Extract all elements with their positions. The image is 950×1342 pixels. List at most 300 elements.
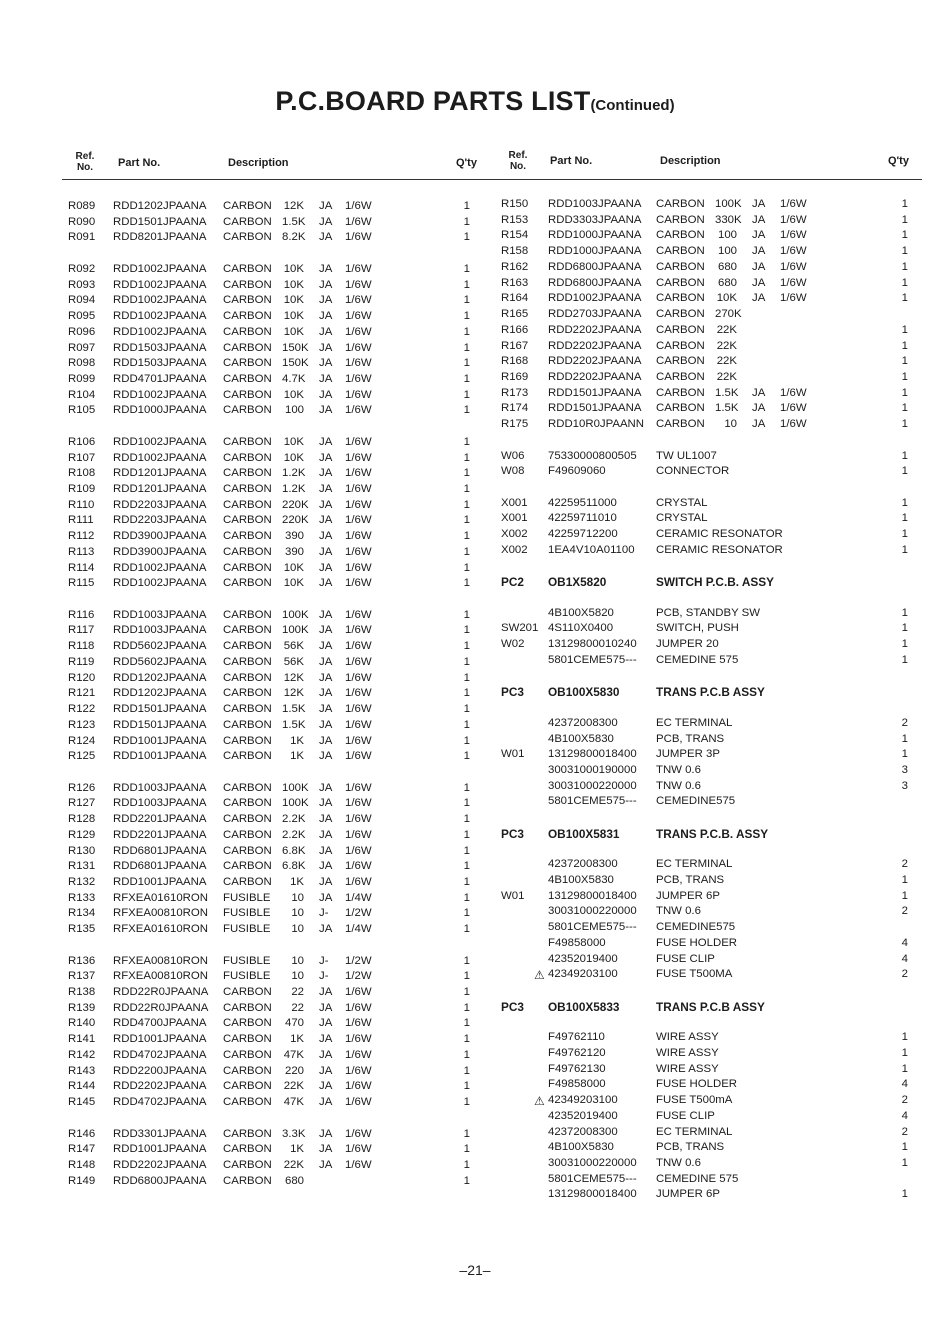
- description: CARBON: [656, 308, 705, 320]
- right-header-ref: [501, 150, 535, 172]
- quantity: 1: [901, 229, 908, 242]
- tolerance: JA: [319, 278, 333, 291]
- tolerance: JA: [319, 1064, 333, 1077]
- part-no: 42372008300: [548, 716, 618, 729]
- tolerance: JA: [319, 451, 333, 464]
- description: CARBON: [656, 260, 705, 273]
- ref-no: R120: [68, 671, 96, 684]
- wattage: 1/6W: [780, 292, 807, 305]
- value: 100: [717, 245, 737, 258]
- part-no: RDD8201JPAANA: [113, 231, 207, 244]
- description: CARBON: [656, 276, 705, 289]
- tolerance: JA: [319, 1096, 333, 1108]
- quantity: 1: [463, 781, 470, 794]
- wattage: 1/6W: [345, 718, 372, 731]
- part-no: F49762120: [548, 1046, 606, 1059]
- description: CARBON: [656, 229, 705, 242]
- description: TW UL1007: [656, 449, 717, 462]
- ref-no: R093: [68, 278, 96, 291]
- description: CARBON: [223, 372, 272, 385]
- quantity: 1: [463, 750, 470, 763]
- ref-no: R146: [68, 1127, 96, 1140]
- part-no: 5801CEME575---: [548, 1172, 637, 1185]
- description: CARBON: [656, 245, 705, 258]
- wattage: 1/6W: [345, 750, 372, 763]
- wattage: 1/6W: [780, 198, 807, 210]
- value: 1K: [290, 1143, 304, 1156]
- description: CARBON: [223, 844, 272, 857]
- part-no: 42352019400: [548, 1109, 618, 1122]
- tolerance: J-: [319, 970, 329, 983]
- description: JUMPER 3P: [656, 748, 720, 761]
- wattage: 1/6W: [780, 276, 807, 289]
- quantity: 1: [901, 1062, 908, 1075]
- tolerance: JA: [319, 483, 333, 495]
- description: CARBON: [223, 986, 272, 998]
- value: 10K: [283, 435, 304, 448]
- wattage: 1/6W: [345, 357, 372, 370]
- wattage: 1/6W: [345, 797, 372, 810]
- value: 390: [284, 530, 304, 543]
- description: TNW 0.6: [656, 905, 701, 918]
- part-no: 5801CEME575---: [548, 921, 637, 934]
- part-no: RDD5602JPAANA: [113, 640, 207, 653]
- value: 10K: [283, 451, 304, 464]
- ref-no: R115: [68, 577, 95, 590]
- description: CARBON: [223, 215, 272, 228]
- part-no: RDD1201JPAANA: [113, 467, 207, 480]
- wattage: 1/6W: [345, 703, 372, 715]
- part-no: RDD1002JPAANA: [113, 577, 207, 590]
- value: 22K: [716, 323, 737, 336]
- value: 1.5K: [715, 386, 739, 399]
- ref-no: R091: [68, 231, 96, 244]
- description: FUSIBLE: [223, 923, 271, 936]
- quantity: 1: [463, 325, 470, 338]
- quantity: 1: [901, 606, 908, 619]
- description: CARBON: [223, 1174, 272, 1187]
- quantity: 1: [463, 907, 470, 920]
- wattage: 1/6W: [345, 1017, 372, 1030]
- wattage: 1/6W: [345, 687, 372, 700]
- left-header-description: Description: [228, 157, 289, 169]
- value: 1.5K: [282, 703, 306, 715]
- ref-no: R150: [501, 198, 529, 210]
- ref-no: R132: [68, 876, 96, 888]
- ref-no: R090: [68, 215, 96, 228]
- value: 100: [284, 404, 304, 417]
- tolerance: JA: [319, 781, 333, 794]
- quantity: 1: [463, 388, 470, 401]
- tolerance: JA: [319, 923, 333, 936]
- description: CARBON: [223, 1001, 272, 1014]
- ref-no: R145: [68, 1096, 96, 1108]
- quantity: 1: [901, 245, 908, 258]
- wattage: 1/6W: [345, 1158, 372, 1171]
- value: 330K: [715, 213, 742, 226]
- ref-no: SW201: [501, 622, 539, 635]
- description: CARBON: [223, 483, 272, 495]
- tolerance: JA: [319, 325, 333, 338]
- wattage: 1/6W: [345, 451, 372, 464]
- part-no: OB100X5833: [548, 999, 620, 1014]
- description: CARBON: [223, 435, 272, 448]
- description: FUSIBLE: [223, 954, 271, 967]
- description: CARBON: [223, 797, 272, 810]
- tolerance: JA: [319, 703, 333, 715]
- description: CARBON: [223, 1033, 272, 1046]
- ref-no: R125: [68, 750, 96, 763]
- part-no: RFXEA00810RON: [113, 907, 208, 920]
- description: CARBON: [223, 608, 272, 621]
- part-no: 13129800018400: [548, 748, 637, 761]
- tolerance: JA: [319, 876, 333, 888]
- part-no: RDD5602JPAANA: [113, 655, 207, 668]
- description: CARBON: [656, 339, 705, 352]
- part-no: RDD1003JPAANA: [113, 624, 207, 637]
- ref-no: R096: [68, 325, 96, 338]
- part-no: 13129800018400: [548, 889, 637, 902]
- ref-no: R130: [68, 844, 96, 857]
- page-number: –21–: [459, 1262, 491, 1278]
- part-no: RDD4700JPAANA: [113, 1017, 207, 1030]
- tolerance: JA: [752, 229, 766, 242]
- quantity: 3: [901, 763, 908, 776]
- wattage: 1/6W: [345, 435, 372, 448]
- tolerance: JA: [319, 750, 333, 763]
- value: 4.7K: [282, 372, 306, 385]
- part-no: 4B100X5820: [548, 606, 614, 619]
- right-header-ref-line1: Ref.: [508, 150, 528, 161]
- part-no: RDD1003JPAANA: [548, 198, 642, 210]
- part-no: RDD1003JPAANA: [113, 608, 207, 621]
- part-no: RDD1002JPAANA: [113, 325, 207, 338]
- part-no: RDD2202JPAANA: [548, 370, 642, 383]
- quantity: 1: [901, 638, 908, 651]
- tolerance: JA: [319, 294, 333, 307]
- description: EC TERMINAL: [656, 716, 733, 729]
- description: CARBON: [656, 292, 705, 305]
- ref-no: R167: [501, 339, 529, 352]
- quantity: 1: [901, 323, 908, 336]
- description: TRANS P.C.B ASSY: [656, 685, 765, 700]
- left-header-ref-line1: Ref.: [75, 151, 95, 162]
- wattage: 1/6W: [345, 844, 372, 857]
- quantity: 1: [463, 435, 470, 448]
- part-no: RDD1501JPAANA: [113, 215, 207, 228]
- wattage: 1/6W: [345, 545, 372, 558]
- wattage: 1/6W: [345, 655, 372, 668]
- wattage: 1/6W: [345, 813, 372, 826]
- quantity: 1: [463, 624, 470, 637]
- ref-no: R136: [68, 954, 96, 967]
- description: TRANS P.C.B ASSY: [656, 999, 765, 1014]
- value: 10K: [283, 262, 304, 275]
- part-no: F49858000: [548, 936, 606, 949]
- description: TNW 0.6: [656, 1156, 701, 1169]
- wattage: 1/6W: [345, 828, 372, 841]
- quantity: 1: [901, 874, 908, 886]
- part-no: RDD22R0JPAANA: [113, 1001, 209, 1014]
- description: CARBON: [223, 388, 272, 401]
- value: 12K: [283, 687, 304, 700]
- part-no: 42259511000: [548, 496, 617, 509]
- description: CARBON: [223, 498, 272, 511]
- description: CARBON: [223, 781, 272, 794]
- quantity: 1: [901, 1031, 908, 1044]
- part-no: RDD2202JPAANA: [113, 1158, 207, 1171]
- tolerance: JA: [752, 292, 766, 305]
- value: 1.5K: [282, 718, 306, 731]
- description: CARBON: [223, 1048, 272, 1061]
- part-no: OB1X5820: [548, 575, 607, 590]
- value: 10: [291, 954, 304, 967]
- wattage: 1/6W: [780, 418, 807, 431]
- part-no: RDD1201JPAANA: [113, 483, 207, 495]
- description: CARBON: [223, 467, 272, 480]
- part-no: RDD1002JPAANA: [113, 310, 207, 322]
- quantity: 1: [901, 386, 908, 399]
- wattage: 1/6W: [345, 1064, 372, 1077]
- ref-no: R112: [68, 530, 95, 543]
- part-no: RDD22R0JPAANA: [113, 986, 209, 998]
- wattage: 1/6W: [780, 229, 807, 242]
- tolerance: JA: [752, 418, 766, 431]
- quantity: 1: [463, 891, 470, 904]
- tolerance: JA: [319, 891, 333, 904]
- ref-no: R175: [501, 418, 529, 431]
- description: CARBON: [223, 530, 272, 543]
- value: 470: [284, 1017, 304, 1030]
- value: 22K: [716, 355, 737, 368]
- wattage: 1/6W: [345, 483, 372, 495]
- value: 1.2K: [282, 467, 306, 480]
- quantity: 1: [463, 561, 470, 574]
- part-no: RDD6800JPAANA: [113, 1174, 207, 1187]
- ref-no: R163: [501, 276, 529, 289]
- ref-no: W01: [501, 889, 525, 902]
- wattage: 1/6W: [345, 294, 372, 307]
- quantity: 1: [901, 292, 908, 305]
- description: CARBON: [223, 561, 272, 574]
- description: CARBON: [223, 1127, 272, 1140]
- part-no: RDD1501JPAANA: [548, 402, 642, 415]
- tolerance: JA: [752, 245, 766, 258]
- description: JUMPER 6P: [656, 1188, 720, 1201]
- description: WIRE ASSY: [656, 1031, 719, 1044]
- quantity: 1: [463, 310, 470, 322]
- ref-no: X001: [501, 496, 528, 509]
- wattage: 1/6W: [345, 310, 372, 322]
- quantity: 1: [463, 1174, 470, 1187]
- tolerance: JA: [319, 1048, 333, 1061]
- quantity: 1: [463, 1143, 470, 1156]
- ref-no: X002: [501, 528, 528, 541]
- description: CARBON: [223, 718, 272, 731]
- ref-no: R158: [501, 245, 529, 258]
- quantity: 1: [463, 813, 470, 826]
- right-header-ref-line2: No.: [509, 161, 527, 172]
- quantity: 1: [463, 797, 470, 810]
- tolerance: JA: [319, 200, 333, 212]
- ref-no: R117: [68, 624, 95, 637]
- quantity: 1: [901, 355, 908, 368]
- ref-no: R113: [68, 545, 95, 558]
- value: 220K: [282, 498, 309, 511]
- tolerance: JA: [319, 1033, 333, 1046]
- wattage: 1/6W: [345, 1001, 372, 1014]
- description: CARBON: [223, 640, 272, 653]
- part-no: RDD1202JPAANA: [113, 687, 207, 700]
- ref-no: R092: [68, 262, 96, 275]
- part-no: RDD6800JPAANA: [548, 276, 642, 289]
- part-no: RFXEA00810RON: [113, 970, 208, 983]
- part-no: RDD2703JPAANA: [548, 308, 642, 320]
- ref-no: R118: [68, 640, 95, 653]
- description: WIRE ASSY: [656, 1062, 719, 1075]
- ref-no: R128: [68, 813, 96, 826]
- quantity: 1: [901, 653, 908, 666]
- tolerance: JA: [319, 262, 333, 275]
- part-no: RFXEA01610RON: [113, 891, 208, 904]
- part-no: 30031000220000: [548, 905, 637, 918]
- value: 10K: [283, 388, 304, 401]
- ref-no: R138: [68, 986, 96, 998]
- description: FUSIBLE: [223, 907, 271, 920]
- description: CARBON: [223, 357, 272, 370]
- value: 6.8K: [282, 844, 306, 857]
- part-no: F49858000: [548, 1078, 606, 1091]
- value: 1.5K: [282, 215, 306, 228]
- wattage: 1/6W: [345, 372, 372, 385]
- quantity: 4: [901, 1078, 908, 1091]
- part-no: RDD1202JPAANA: [113, 671, 207, 684]
- wattage: 1/6W: [345, 1048, 372, 1061]
- quantity: 1: [901, 449, 908, 462]
- quantity: 1: [463, 467, 470, 480]
- part-no: RDD1000JPAANA: [548, 229, 642, 242]
- part-no: 42349203100: [548, 1094, 618, 1106]
- part-no: RDD1002JPAANA: [113, 435, 207, 448]
- wattage: 1/4W: [345, 891, 372, 904]
- part-no: RDD1003JPAANA: [113, 797, 207, 810]
- quantity: 1: [463, 357, 470, 370]
- ref-no: PC3: [501, 826, 524, 841]
- tolerance: JA: [319, 624, 333, 637]
- quantity: 1: [901, 622, 908, 635]
- ref-no: R131: [68, 860, 96, 873]
- wattage: 1/6W: [345, 876, 372, 888]
- quantity: 1: [463, 262, 470, 275]
- quantity: 1: [463, 514, 470, 527]
- left-header-ref-line2: No.: [76, 162, 94, 173]
- part-no: RDD1000JPAANA: [548, 245, 642, 258]
- description: CONNECTOR: [656, 465, 730, 478]
- tolerance: JA: [319, 860, 333, 873]
- value: 10K: [283, 325, 304, 338]
- part-no: 30031000190000: [548, 763, 637, 776]
- ref-no: X001: [501, 512, 528, 525]
- part-no: RDD2202JPAANA: [548, 323, 642, 336]
- description: CEMEDINE575: [656, 795, 736, 808]
- quantity: 1: [901, 1046, 908, 1059]
- quantity: 1: [463, 671, 470, 684]
- quantity: 2: [901, 858, 908, 871]
- wattage: 1/6W: [345, 640, 372, 653]
- value: 2.2K: [282, 813, 306, 826]
- quantity: 2: [901, 716, 908, 729]
- value: 22K: [283, 1080, 304, 1093]
- ref-no: W06: [501, 449, 525, 462]
- description: PCB, TRANS: [656, 874, 725, 886]
- quantity: 4: [901, 952, 908, 965]
- ref-no: R129: [68, 828, 96, 841]
- tolerance: JA: [319, 1143, 333, 1156]
- wattage: 1/2W: [345, 970, 372, 983]
- value: 22: [291, 1001, 304, 1014]
- tolerance: JA: [319, 357, 333, 370]
- quantity: 1: [463, 404, 470, 417]
- part-no: 5801CEME575---: [548, 653, 637, 666]
- part-no: F49762130: [548, 1062, 606, 1075]
- quantity: 1: [901, 370, 908, 383]
- description: CRYSTAL: [656, 512, 708, 525]
- wattage: 1/6W: [345, 262, 372, 275]
- tolerance: JA: [319, 435, 333, 448]
- quantity: 2: [901, 968, 908, 981]
- description: TNW 0.6: [656, 779, 701, 792]
- part-no: 42259711010: [548, 512, 617, 525]
- part-no: RDD2201JPAANA: [113, 828, 207, 841]
- value: 3.3K: [282, 1127, 306, 1140]
- quantity: 1: [901, 260, 908, 273]
- tolerance: JA: [752, 402, 766, 415]
- ref-no: R164: [501, 292, 529, 305]
- tolerance: JA: [319, 498, 333, 511]
- value: 22K: [716, 370, 737, 383]
- part-no: 30031000220000: [548, 779, 637, 792]
- description: FUSE T500mA: [656, 1094, 733, 1106]
- description: CARBON: [223, 624, 272, 637]
- tolerance: JA: [752, 213, 766, 226]
- quantity: 1: [463, 860, 470, 873]
- quantity: 1: [901, 1188, 908, 1201]
- value: 150K: [282, 341, 309, 354]
- quantity: 1: [463, 530, 470, 543]
- wattage: 1/6W: [345, 530, 372, 543]
- description: CERAMIC RESONATOR: [656, 543, 783, 556]
- value: 220K: [282, 514, 309, 527]
- value: 22K: [716, 339, 737, 352]
- value: 10K: [716, 292, 737, 305]
- ref-no: R105: [68, 404, 96, 417]
- part-no: RDD3303JPAANA: [548, 213, 642, 226]
- quantity: 1: [901, 512, 908, 525]
- ref-no: W02: [501, 638, 525, 651]
- ref-no: X002: [501, 543, 528, 556]
- tolerance: JA: [319, 1017, 333, 1030]
- value: 680: [284, 1174, 304, 1187]
- part-no: OB100X5830: [548, 685, 620, 700]
- quantity: 1: [463, 954, 470, 967]
- tolerance: JA: [319, 341, 333, 354]
- value: 2.2K: [282, 828, 306, 841]
- quantity: 1: [463, 655, 470, 668]
- quantity: 3: [901, 779, 908, 792]
- quantity: 1: [901, 465, 908, 478]
- tolerance: J-: [319, 907, 329, 920]
- part-no: 13129800010240: [548, 638, 637, 651]
